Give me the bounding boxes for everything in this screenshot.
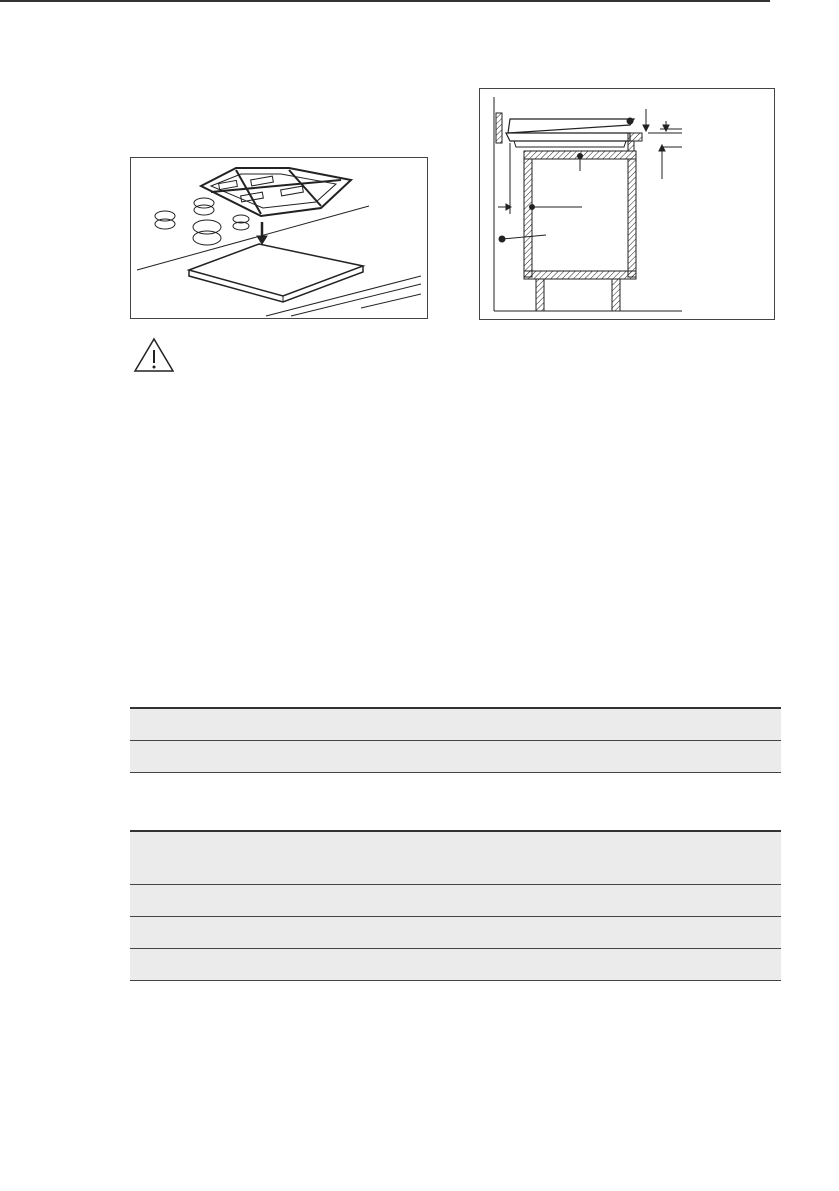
pan-support-icon — [201, 168, 351, 216]
table-row — [130, 917, 781, 949]
hob-installation-figure — [130, 157, 428, 319]
cabinet-cross-section-drawing — [480, 89, 774, 319]
table-cell — [130, 708, 781, 741]
table-row — [130, 831, 781, 885]
protective-board-icon — [189, 244, 363, 302]
cabinet-cross-section-figure — [479, 88, 775, 320]
table-cell — [130, 831, 781, 885]
table-cell — [130, 885, 781, 917]
burner-icon — [155, 198, 249, 245]
hob-installation-drawing — [131, 158, 427, 318]
table-row — [130, 708, 781, 741]
table-row — [130, 885, 781, 917]
spec-table-1 — [130, 707, 781, 773]
page-top-rule — [0, 0, 770, 2]
table-cell — [130, 917, 781, 949]
table-cell — [130, 741, 781, 773]
warning-triangle-icon — [133, 337, 175, 373]
table-row — [130, 949, 781, 981]
table-row — [130, 741, 781, 773]
spec-table-2 — [130, 830, 781, 981]
table-cell — [130, 949, 781, 981]
